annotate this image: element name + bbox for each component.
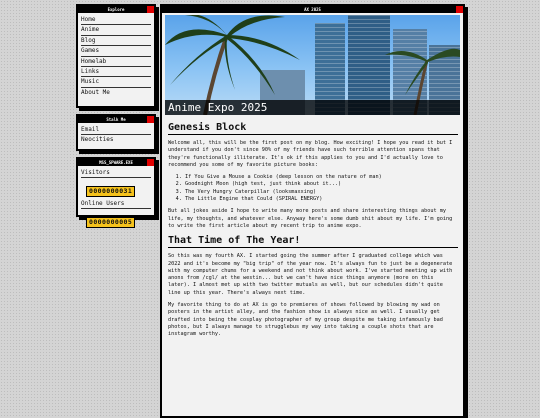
close-icon[interactable]	[147, 159, 154, 166]
stalk-title: Stalk Me	[106, 117, 126, 122]
paragraph: My favorite thing to do at AX is go to premieres of shows followed by blowing my wad on posters in the artist alley, and the fashion show is always nice as well. I usually get drafted into being the cosplay photographer of my group despite me taking infamously bad photos, but I always manage to strugglebus my way into taking a couple shots that are instagram worthy.	[168, 302, 443, 338]
stalk-item-email[interactable]: Email	[81, 125, 151, 135]
close-icon[interactable]	[456, 6, 463, 13]
explore-title-bar	[78, 6, 154, 13]
post-title-bar	[162, 6, 463, 13]
list-item: 2. Goodnight Moon (high test, just think about it...)	[185, 181, 458, 188]
paragraph: Welcome all, this will be the first post on my blog. How exciting! I hope you read it but I understand if you don't since 90% of my friends have such terrible attention spans that they're functionally illiterate. It's ok if this applies to you and I'd actually love to recommend you some of my favorite picture books:	[168, 140, 453, 168]
nav-item-home[interactable]: Home	[81, 15, 151, 25]
nav-item-games[interactable]: Games	[81, 46, 151, 56]
list-item: 4. The Little Engine that Could (SPIRAL ENERGY)	[185, 196, 458, 203]
online-users-counter: 0000000005	[86, 217, 135, 228]
explore-window	[76, 4, 156, 108]
hero-image	[165, 15, 460, 115]
counter-window	[76, 157, 156, 226]
close-icon[interactable]	[147, 6, 154, 13]
post-content	[162, 115, 463, 339]
section-heading-genesis: Genesis Block	[168, 122, 458, 135]
nav-item-homelab[interactable]: Homelab	[81, 57, 151, 67]
explore-title: Explore	[107, 7, 125, 12]
paragraph: So this was my fourth AX. I started going the summer after I graduated college which was 2022 and it's become my "big trip" of the year now. It's always fun to just be a degenerate with my computer chums for a weekend and not think about work. I've started meeting up with anons from /cgl/ at the westin... but we can't have nice things anymore (more on this later). I almost met up with two twitter mutuals as well, but our schedules didn't quite line up this year. There's always next time.	[168, 253, 453, 296]
post-window-title: AX 2025	[304, 7, 321, 12]
stalk-title-bar	[78, 116, 154, 123]
visitors-counter: 0000000031	[86, 186, 135, 197]
post-window	[160, 4, 465, 418]
book-list	[168, 174, 458, 203]
stalk-link-list	[78, 123, 154, 148]
post-title: Anime Expo 2025	[165, 100, 460, 115]
paragraph: But all jokes aside I hope to write many more posts and share interesting things about my life, my thoughts, and whatever else. Anyway here's some dumb shit about my life. I'm going to write the first article about my recent trip to anime expo.	[168, 208, 453, 229]
nav-item-anime[interactable]: Anime	[81, 25, 151, 35]
nav-item-about-me[interactable]: About Me	[81, 88, 110, 96]
counter-title: MSS_SPWARE.EXE	[99, 160, 133, 165]
stalk-item-neocities[interactable]: Neocities	[81, 136, 114, 144]
close-icon[interactable]	[147, 116, 154, 123]
list-item: 3. The Very Hungry Caterpillar (looksmaxxing)	[185, 189, 458, 196]
section-heading-time-of-year: That Time of The Year!	[168, 235, 458, 248]
stalk-window	[76, 114, 156, 151]
counter-title-bar	[78, 159, 154, 166]
list-item: 1. If You Give a Mouse a Cookie (deep lesson on the nature of man)	[185, 174, 458, 181]
nav-item-blog[interactable]: Blog	[81, 36, 151, 46]
nav-item-links[interactable]: Links	[81, 67, 151, 77]
visitors-label: Visitors	[81, 169, 151, 178]
nav-item-music[interactable]: Music	[81, 77, 151, 87]
explore-nav-list	[78, 13, 154, 100]
online-users-label: Online Users	[81, 200, 151, 209]
